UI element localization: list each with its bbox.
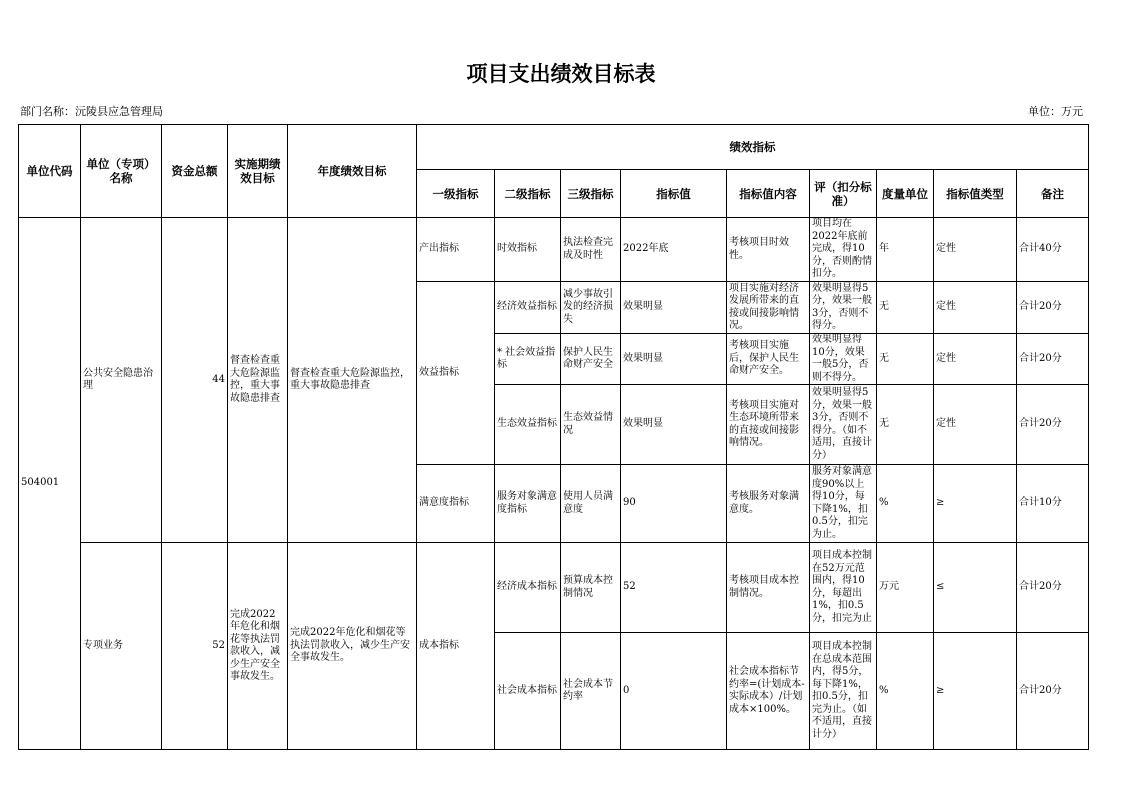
value-type-cell: 定性: [934, 282, 1017, 334]
measure-unit-cell: %: [877, 465, 934, 543]
note-cell: 合计20分: [1017, 385, 1089, 465]
table-row: [19, 543, 1089, 633]
content-cell: 考核服务对象满意度。: [727, 465, 810, 543]
table-row: [19, 218, 1089, 282]
value-type-cell: ≥: [934, 633, 1017, 750]
note-cell: 合计10分: [1017, 465, 1089, 543]
note-cell: 合计20分: [1017, 282, 1089, 334]
value-type-cell: ≥: [934, 465, 1017, 543]
project-name-cell: 专项业务: [81, 543, 162, 750]
content-cell: 考核项目时效性。: [727, 218, 810, 282]
value-cell: 效果明显: [621, 334, 727, 385]
score-cell: 项目成本控制在总成本范围内，得5分，每下降1%，扣0.5分，扣完为止。（如不适用，直接计分）: [810, 633, 877, 750]
header-indicator-value: 指标值: [621, 170, 727, 218]
fund-cell: 44: [162, 218, 228, 543]
value-type-cell: 定性: [934, 334, 1017, 385]
content-cell: 项目实施对经济发展所带来的直接或间接影响情况。: [727, 282, 810, 334]
level1-cell: 满意度指标: [417, 465, 495, 543]
value-cell: 0: [621, 633, 727, 750]
score-cell: 效果明显得5分，效果一般3分，否则不得分。: [810, 282, 877, 334]
note-cell: 合计20分: [1017, 543, 1089, 633]
header-period-goal: 实施期绩效目标: [228, 125, 288, 218]
measure-unit-cell: 无: [877, 334, 934, 385]
content-cell: 社会成本指标节约率=(计划成本-实际成本）/计划成本×100%。: [727, 633, 810, 750]
value-type-cell: ≤: [934, 543, 1017, 633]
header-fund-total: 资金总额: [162, 125, 228, 218]
page-title: 项目支出绩效目标表: [466, 62, 656, 86]
level3-cell: 保护人民生命财产安全: [561, 334, 621, 385]
level3-cell: 使用人员满意度: [561, 465, 621, 543]
value-type-cell: 定性: [934, 385, 1017, 465]
value-cell: 52: [621, 543, 727, 633]
performance-table: [18, 124, 1089, 750]
header-performance-indicators: 绩效指标: [417, 125, 1089, 170]
level2-cell: 服务对象满意度指标: [495, 465, 561, 543]
project-name-cell: 公共安全隐患治理: [81, 218, 162, 543]
header-unit-code: 单位代码: [19, 125, 81, 218]
header-note: 备注: [1017, 170, 1089, 218]
content-cell: 考核项目成本控制情况。: [727, 543, 810, 633]
level2-cell: 经济成本指标: [495, 543, 561, 633]
period-goal-cell: 完成2022年危化和烟花等执法罚款收入，减少生产安全事故发生。: [228, 543, 288, 750]
value-type-cell: 定性: [934, 218, 1017, 282]
level3-cell: 生态效益情况: [561, 385, 621, 465]
score-cell: 服务对象满意度90%以上得10分，每下降1%，扣0.5分，扣完为止。: [810, 465, 877, 543]
level2-cell: * 社会效益指标: [495, 334, 561, 385]
level2-cell: 时效指标: [495, 218, 561, 282]
fund-cell: 52: [162, 543, 228, 750]
measure-unit-cell: 无: [877, 282, 934, 334]
note-cell: 合计40分: [1017, 218, 1089, 282]
annual-goal-cell: 督查检查重大危险源监控，重大事故隐患排查: [288, 218, 417, 543]
content-cell: 考核项目实施后，保护人民生命财产安全。: [727, 334, 810, 385]
level3-cell: 社会成本节约率: [561, 633, 621, 750]
measure-unit-cell: %: [877, 633, 934, 750]
header-measure-unit: 度量单位: [877, 170, 934, 218]
score-cell: 效果明显得10分，效果一般5分，否则不得分。: [810, 334, 877, 385]
header-level3: 三级指标: [561, 170, 621, 218]
score-cell: 效果明显得5分，效果一般3分，否则不得分。（如不适用，直接计分）: [810, 385, 877, 465]
header-value-type: 指标值类型: [934, 170, 1017, 218]
note-cell: 合计20分: [1017, 334, 1089, 385]
score-cell: 项目均在2022年底前完成，得10分，否则酌情扣分。: [810, 218, 877, 282]
unit-label: 单位：万元: [1028, 105, 1083, 118]
value-cell: 90: [621, 465, 727, 543]
header-annual-goal: 年度绩效目标: [288, 125, 417, 218]
unit-code-cell: 504001: [19, 218, 81, 750]
measure-unit-cell: 万元: [877, 543, 934, 633]
department-label: 部门名称：沅陵县应急管理局: [20, 105, 163, 118]
value-cell: 效果明显: [621, 282, 727, 334]
level2-cell: 经济效益指标: [495, 282, 561, 334]
period-goal-cell: 督查检查重大危险源监控，重大事故隐患排查: [228, 218, 288, 543]
level1-cell: 成本指标: [417, 543, 495, 750]
score-cell: 项目成本控制在52万元范围内，得10分，每超出1%，扣0.5分，扣完为止: [810, 543, 877, 633]
level3-cell: 减少事故引发的经济损失: [561, 282, 621, 334]
note-cell: 合计20分: [1017, 633, 1089, 750]
annual-goal-cell: 完成2022年危化和烟花等执法罚款收入，减少生产安全事故发生。: [288, 543, 417, 750]
level3-cell: 预算成本控制情况: [561, 543, 621, 633]
header-level2: 二级指标: [495, 170, 561, 218]
header-value-content: 指标值内容: [727, 170, 810, 218]
value-cell: 2022年底: [621, 218, 727, 282]
level1-cell: 产出指标: [417, 218, 495, 282]
header-level1: 一级指标: [417, 170, 495, 218]
level2-cell: 生态效益指标: [495, 385, 561, 465]
value-cell: 效果明显: [621, 385, 727, 465]
content-cell: 考核项目实施对生态环境所带来的直接或间接影响情况。: [727, 385, 810, 465]
level2-cell: 社会成本指标: [495, 633, 561, 750]
level3-cell: 执法检查完成及时性: [561, 218, 621, 282]
header-unit-name: 单位（专项）名称: [81, 125, 162, 218]
measure-unit-cell: 年: [877, 218, 934, 282]
header-score-standard: 评（扣分标准）: [810, 170, 877, 218]
measure-unit-cell: 无: [877, 385, 934, 465]
level1-cell: 效益指标: [417, 282, 495, 465]
